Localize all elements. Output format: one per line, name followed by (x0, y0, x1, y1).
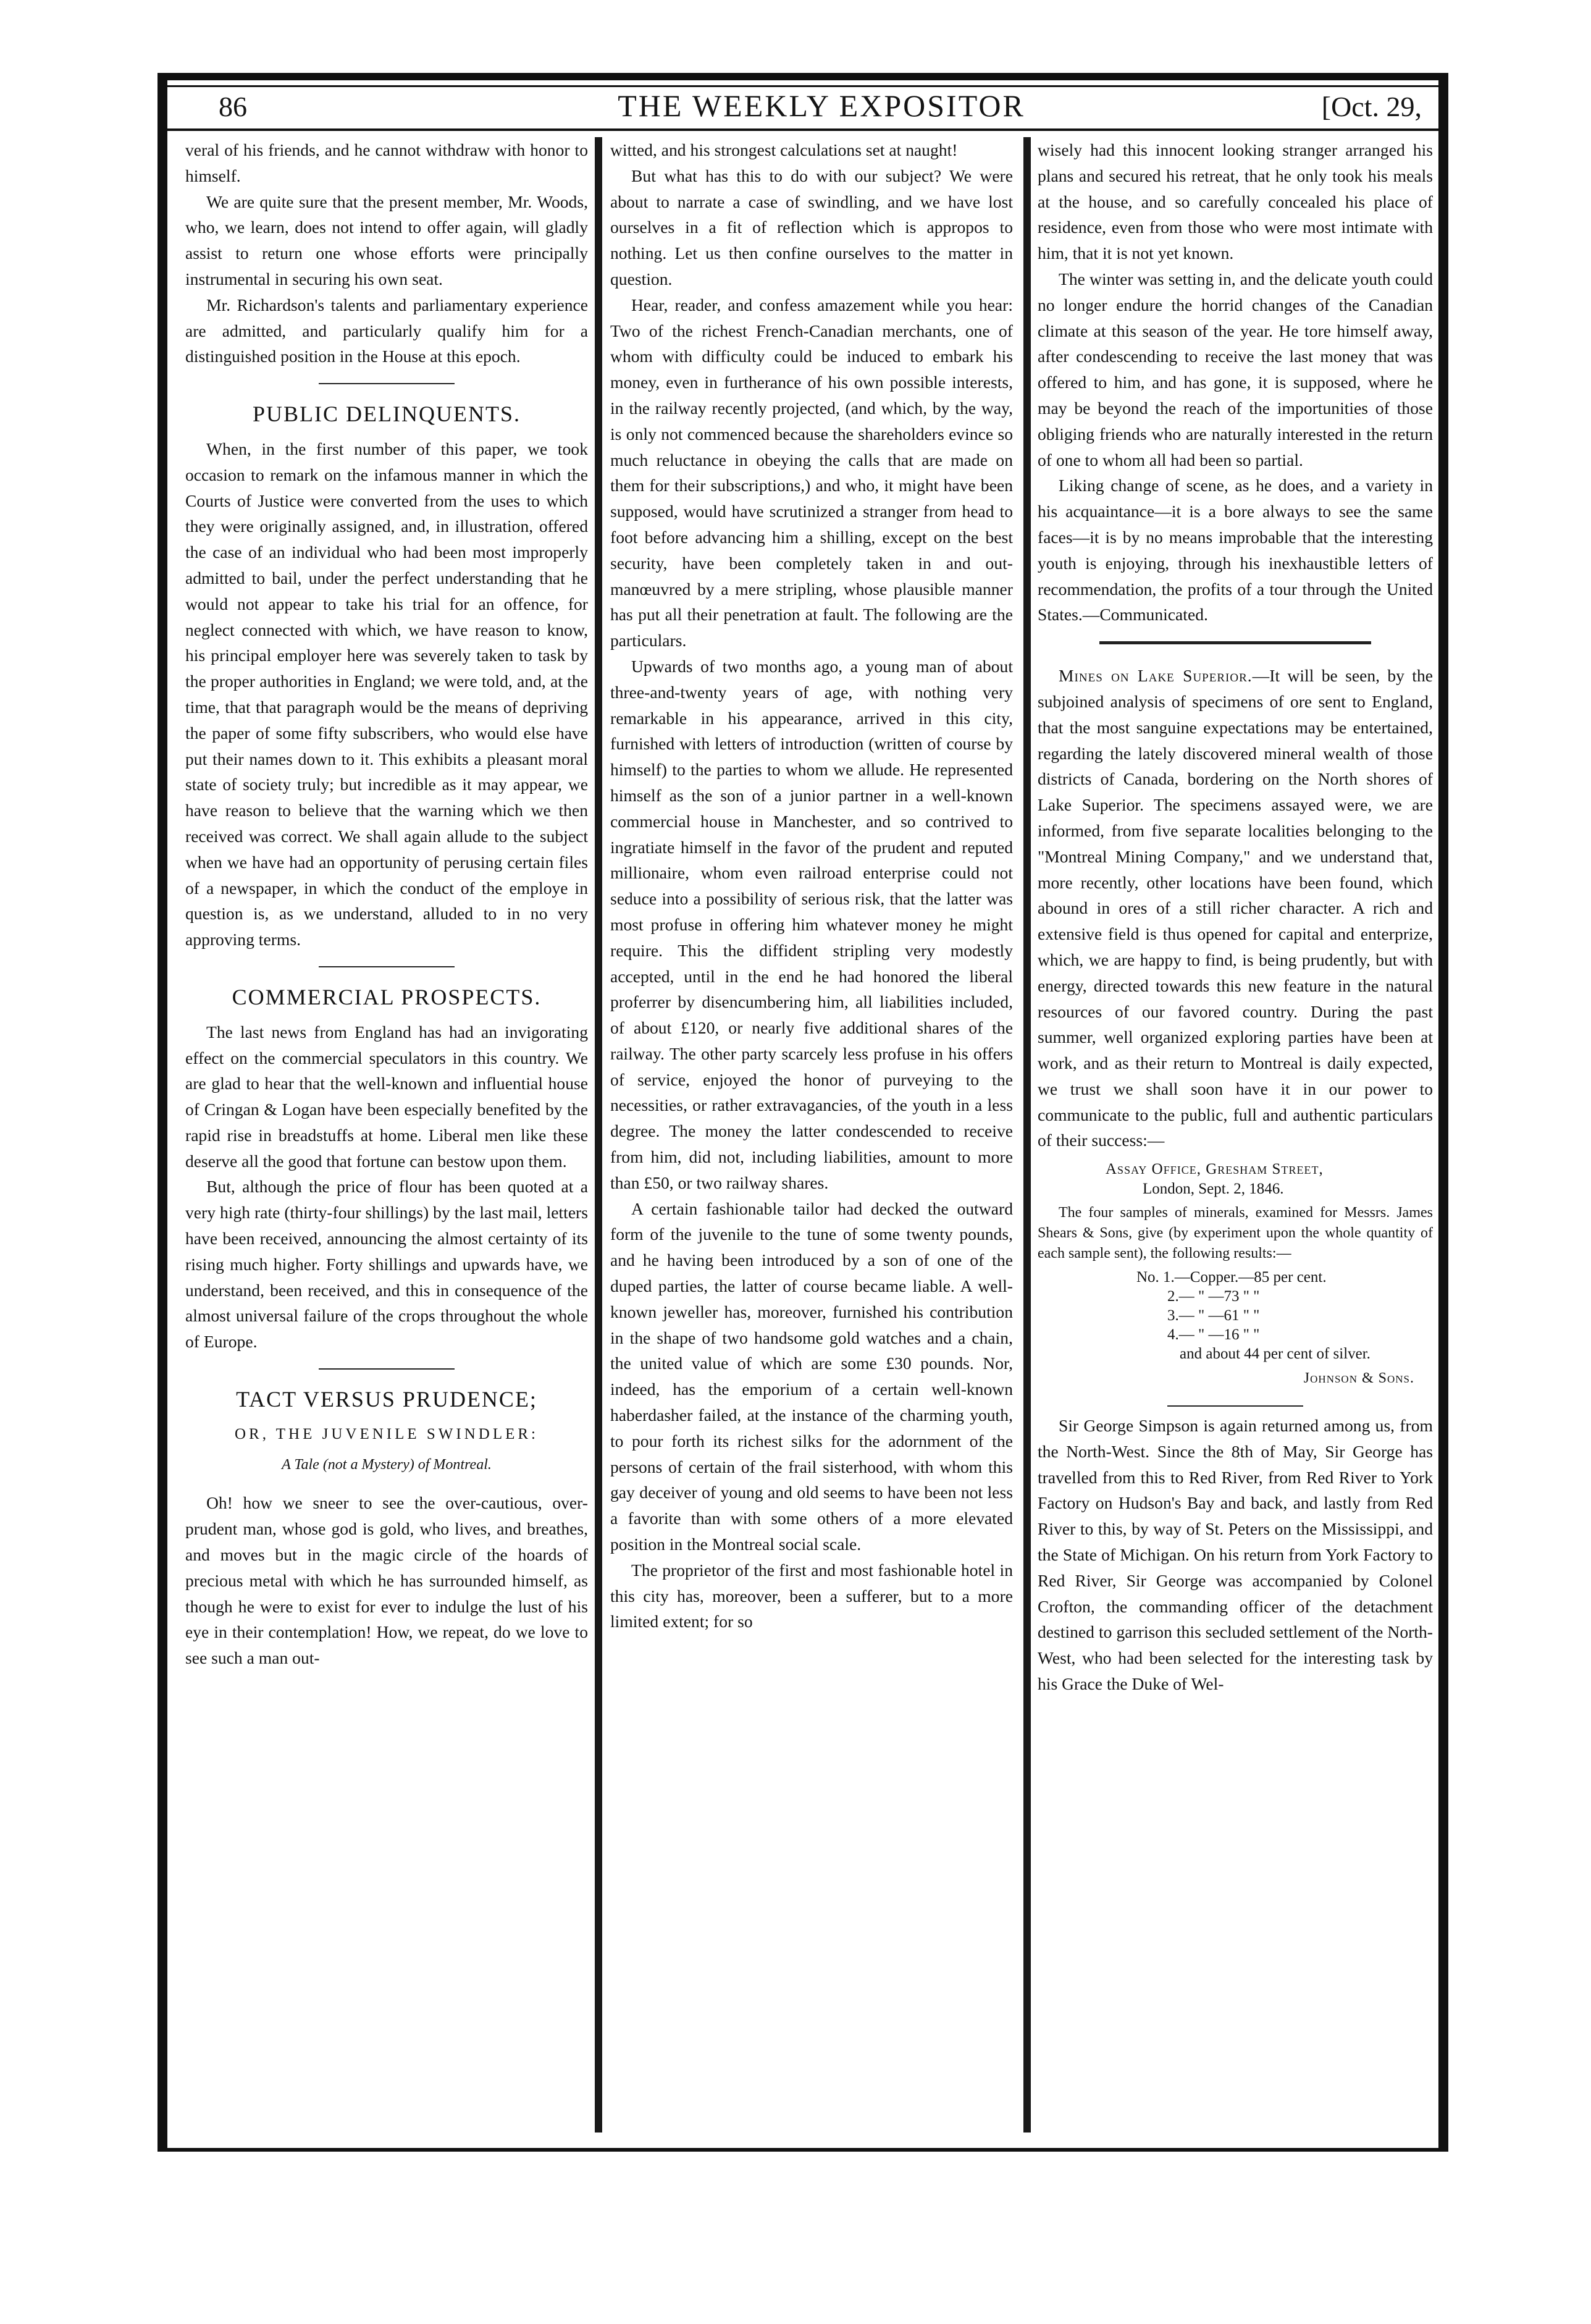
paragraph: Liking change of scene, as he does, and a variety in his acquaintance—it is a bore always to see the same faces—it is by no means improbable that the interesting youth is enjoying, through his inexhaustible letters of recommendation, the profits of a tour through the United States.—Communicated. (1038, 476, 1433, 625)
column-right (1038, 137, 1433, 2132)
headline-commercial-prospects: COMMERCIAL PROSPECTS. (232, 984, 542, 1009)
headline-public-delinquents: PUBLIC DELINQUENTS. (253, 402, 521, 427)
assay-place-date: London, Sept. 2, 1846. (1143, 1181, 1284, 1198)
assay-results (1136, 1268, 1433, 1363)
assay-result: and about 44 per cent of silver. (1180, 1345, 1371, 1363)
issue-date: [Oct. 29, (1321, 91, 1422, 122)
assay-result: 4.— " —16 " " (1167, 1326, 1260, 1344)
column-middle (610, 137, 1013, 2132)
assay-office: Assay Office, Gresham Street, (1106, 1161, 1324, 1178)
masthead-rule (167, 128, 1438, 131)
mines-lead-in: Mines on Lake Superior. (1059, 666, 1253, 686)
paragraph: Sir George Simpson is again returned among us, from the North-West. Since the 8th of May, Sir George has travelled from this to Red River, from Red River to York Factory on Hudson's Bay and back, and lastly from Red River to this, by way of St. Peters on the Mississippi, and the State of Michigan. On his return from York Factory to Red River, Sir George was accompanied by Colonel Crofton, the commanding officer of the detachment destined to garrison this secluded settlement of the North-West, who had been selected for the interesting task by his Grace the Duke of Wel- (1038, 1416, 1433, 1694)
masthead (204, 88, 1439, 126)
paragraph: wisely had this innocent looking stranger arranged his plans and secured his retreat, that he only took his meals at the house, and so carefully concealed his place of residence, even from those who were most intimate with him, that it is not yet known. (1038, 140, 1433, 263)
section-divider (1167, 1405, 1303, 1407)
assay-result: 2.— " —73 " " (1167, 1288, 1260, 1305)
column-separator-1 (595, 137, 602, 2132)
headline-tact-versus-prudence: TACT VERSUS PRUDENCE; (236, 1387, 537, 1412)
column-separator-2 (1023, 137, 1031, 2132)
assay-signature: Johnson & Sons. (1303, 1370, 1414, 1387)
paragraph: A certain fashionable tailor had decked the outward form of the juvenile to the tune of some twenty pounds, and he having been introduced by a son of one of the duped parties, the latter of course became liable. A well-known jeweller has, moreover, furnished his contribution in the shape of two handsome gold watches and a chain, the united value of which are some £30 pounds. Nor, indeed, has the emporium of a certain well-known haberdasher failed, at the instance of the charming youth, to pour forth its richest silks for the adornment of the persons of certain of the frail sisterhood, with whom this gay deceiver of young and old seems to have been not less a favorite than with some others of a more elevated position in the Montreal social scale. (610, 1198, 1013, 1554)
section-divider (1099, 641, 1371, 644)
paragraph: Mr. Richardson's talents and parliamentary experience are admitted, and particularly qualify him for a distinguished position in the House at this epoch. (185, 295, 588, 366)
paragraph: Oh! how we sneer to see the over-cautious, over-prudent man, whose god is gold, who lives, and breathes, and moves but in the magic circle of the hoards of precious metal with which he has surrounded himself, as though he were to exist for ever to indulge the lust of his eye in their contemplation! How, we repeat, do we love to see such a man out- (185, 1493, 588, 1668)
section-divider (319, 383, 455, 384)
paragraph: The proprietor of the first and most fashionable hotel in this city has, moreover, been a sufferer, but to a more limited extent; for so (610, 1560, 1013, 1631)
paragraph: Upwards of two months ago, a young man of about three-and-twenty years of age, with nothing very remarkable in his appearance, arrived in this city, furnished with letters of introduction (written of course by himself) to the parties to whom we allude. He represented himself as the son of a junior partner in a well-known commercial house in Manchester, and so contrived to ingratiate himself in the favor of the prudent and reputed millionaire, whom even railroad enterprise could not seduce into a possibility of serious risk, that the latter was most profuse in offering him whatever money he might require. This the diffident stripling very modestly accepted, until in the end he had honored the liberal proferrer by disencumbering him, all liabilities included, of about £120, or nearly five additional shares of the railway. The other party scarcely less profuse in his offers of service, enjoyed the honor of purveying to the necessities, or rather extravagancies, of the youth in a less degree. The money the latter condescended to receive from him, did not, including liabilities, amount to more than £50, or two railway shares. (610, 656, 1013, 1192)
subheadline-italic: A Tale (not a Mystery) of Montreal. (282, 1456, 492, 1473)
paragraph: The last news from England has had an invigorating effect on the commercial speculators in this country. We are glad to hear that the well-known and influential house of Cringan & Logan have been especially benefited by the rapid rise in breadstuffs at home. Liberal men like these deserve all the good that fortune can bestow upon them. (185, 1022, 588, 1171)
column-left (185, 137, 588, 2132)
assay-result: 3.— " —61 " " (1167, 1307, 1260, 1324)
subheadline: OR, THE JUVENILE SWINDLER: (235, 1425, 539, 1442)
newspaper-title: THE WEEKLY EXPOSITOR (618, 88, 1025, 123)
mines-text: —It will be seen, by the subjoined analysis of specimens of ore sent to England, that the most sanguine expectations may be entertained, regarding the lately discovered mineral wealth of those districts of Canada, bordering on the North shores of Lake Superior. The specimens assayed were, we are informed, from five separate localities belonging to the "Montreal Mining Company," and we understand that, more recently, other locations have been found, which abound in ores of a still richer character. A rich and extensive field is thus opened for capital and enterprize, which, we are happy to find, is being prudently, but with energy, directed towards this new feature in the natural resources of our favored country. During the past summer, well organized exploring parties have been at work, and as their return to Montreal is daily expected, we trust we shall soon have it in our power to communicate to the public, full and authentic particulars of their success:— (1038, 666, 1433, 1150)
paragraph-mines (1038, 663, 1433, 1153)
section-divider (319, 966, 455, 967)
assay-intro: The four samples of minerals, examined for Messrs. James Shears & Sons, give (by experiment upon the whole quantity of each sample sent), the following results:— (1038, 1205, 1433, 1262)
paragraph: Hear, reader, and confess amazement while you hear: Two of the richest French-Canadian merchants, one of whom with difficulty could be induced to embark his money, even in furtherance of his own possible interests, in the railway recently projected, (and which, by the way, is only not commenced because the shareholders evince so much reluctance in obeying the calls that are made on them for their subscriptions,) and who, it might have been supposed, would have scrutinized a stranger from head to foot before advancing him a shilling, except on the best security, have been completely taken in and out-manœuvred by a mere stripling, whose plausible manner has put all their penetration at fault. The following are the particulars. (610, 295, 1013, 650)
section-divider (319, 1368, 455, 1370)
assay-address (1106, 1160, 1433, 1199)
paragraph: When, in the first number of this paper, we took occasion to remark on the infamous manner in which the Courts of Justice were converted from the uses to which they were originally assigned, and, in illustration, offered the case of an individual who had been most improperly admitted to bail, under the perfect understanding that he would not appear to take his trial for an offence, for neglect connected with which, we have reason to know, his principal employer here was severely taken to task by the proper authorities in England; we were told, and, at the time, that that paragraph would be the means of depriving the paper of some fifty subscribers, who would else have put their names down to it. This exhibits a pleasant moral state of society truly; but incredible as it may appear, we have reason to believe that the warning which we then received was correct. We shall again allude to the subject when we have had an opportunity of perusing certain files of a newspaper, in which the conduct of the employe in question is, as we understand, alluded to in no very approving terms. (185, 439, 588, 949)
paragraph: We are quite sure that the present member, Mr. Woods, who, we learn, does not intend to offer again, will gladly assist to return one whose efforts were principally instrumental in securing his own seat. (185, 192, 588, 288)
paragraph: But, although the price of flour has been quoted at a very high rate (thirty-four shillings) by the last mail, letters have been received, announcing the almost certainty of its rising much higher. Forty shillings and upwards have, we understand, been received, and this in consequence of the almost universal failure of the crops throughout the whole of Europe. (185, 1177, 588, 1352)
paragraph: veral of his friends, and he cannot withdraw with honor to himself. (185, 140, 588, 185)
page-number: 86 (219, 91, 247, 122)
assay-result: No. 1.—Copper.—85 per cent. (1136, 1269, 1327, 1286)
paragraph: The winter was setting in, and the delicate youth could no longer endure the horrid changes of the Canadian climate at this season of the year. He tore himself away, after condescending to receive the last money that was offered to him, and has gone, it is supposed, where he may be beyond the reach of the importunities of those obliging friends who are naturally interested in the return of one to whom all had been so partial. (1038, 269, 1433, 469)
paragraph: But what has this to do with our subject? We were about to narrate a case of swindling, and we have lost ourselves in a fit of reflection which is appropos to nothing. Let us then confine ourselves to the matter in question. (610, 166, 1013, 288)
paragraph: witted, and his strongest calculations set at naught! (610, 140, 958, 159)
